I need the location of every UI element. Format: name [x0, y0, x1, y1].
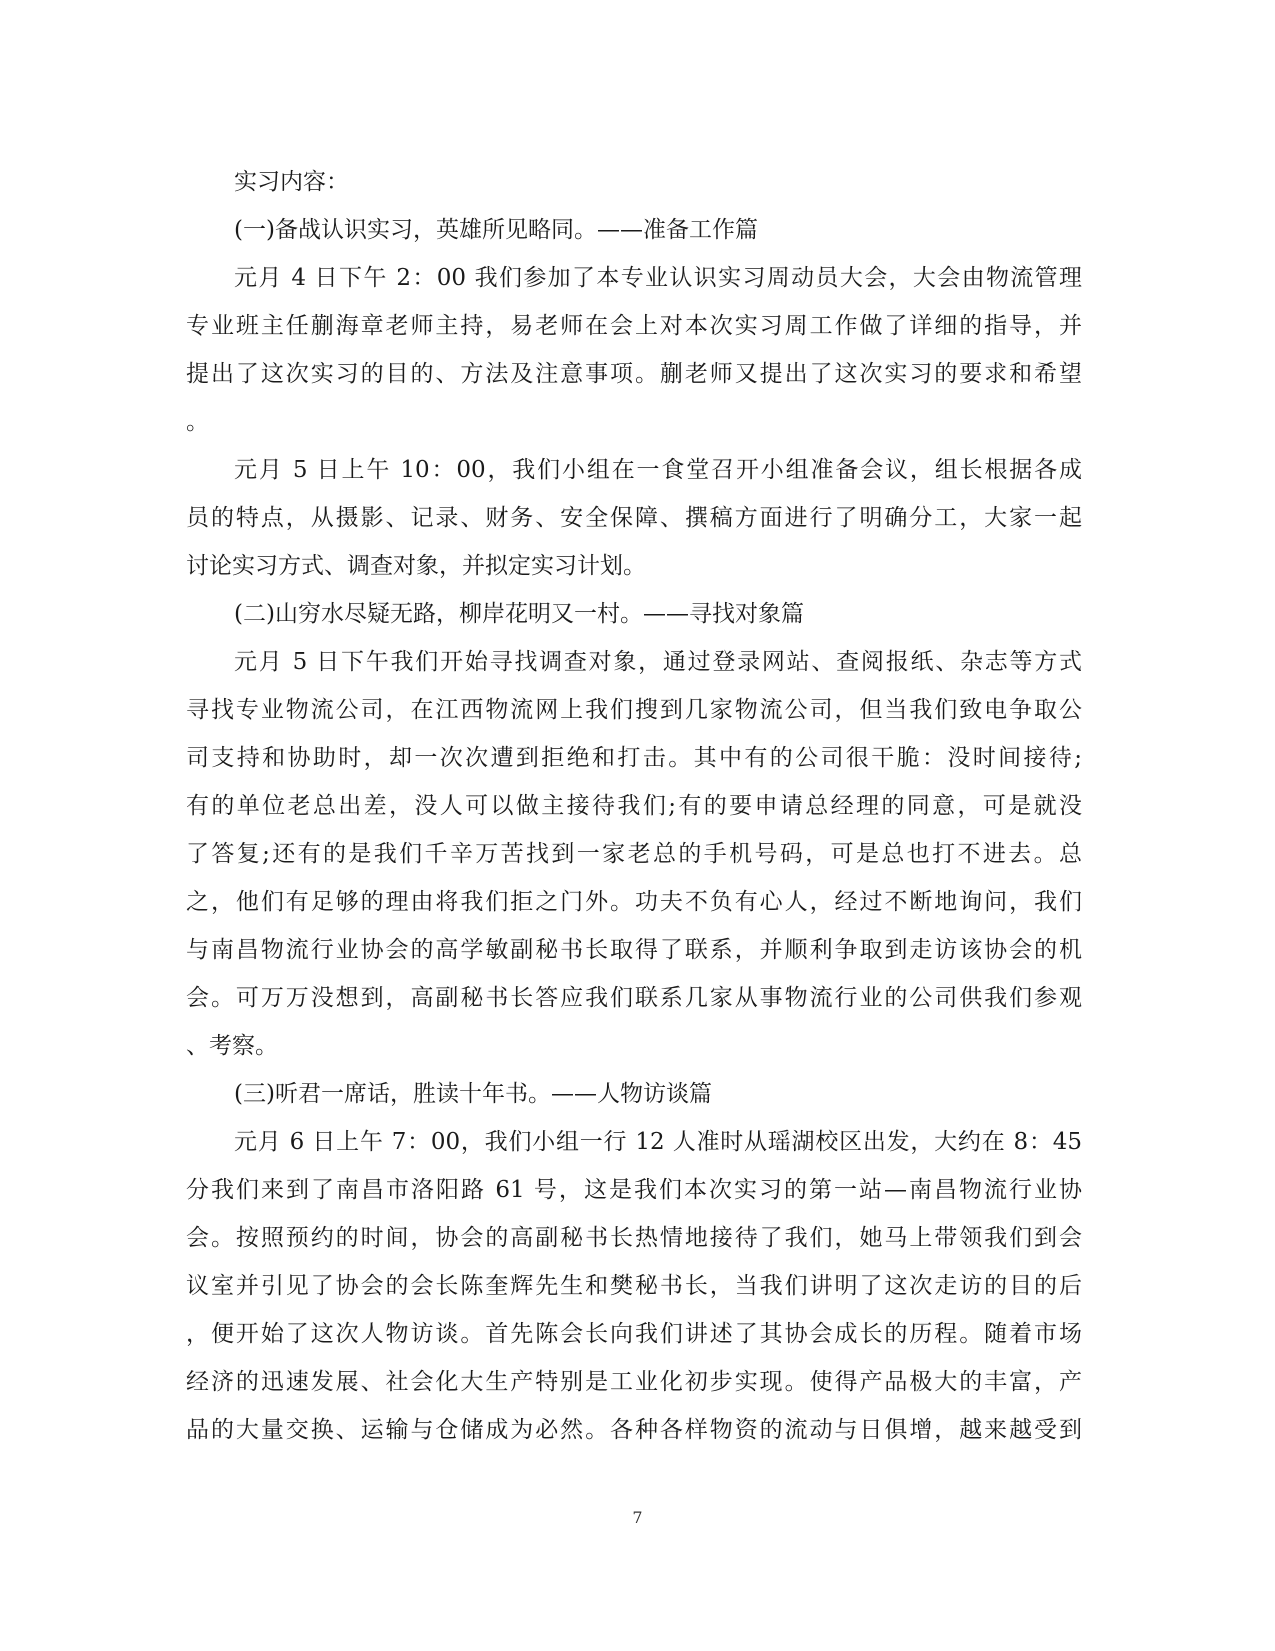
paragraph-line: 提出了这次实习的目的、方法及注意事项。蒯老师又提出了这次实习的要求和希望 [186, 361, 1082, 387]
paragraph-line: 元月 5 日下午我们开始寻找调查对象，通过登录网站、查阅报纸、杂志等方式 [234, 649, 1082, 675]
paragraph-line: 议室并引见了协会的会长陈奎辉先生和樊秘书长，当我们讲明了这次走访的目的后 [186, 1273, 1082, 1299]
paragraph-line: 品的大量交换、运输与仓储成为必然。各种各样物资的流动与日俱增，越来越受到 [186, 1417, 1082, 1443]
paragraph-line: 寻找专业物流公司，在江西物流网上我们搜到几家物流公司，但当我们致电争取公 [186, 697, 1082, 723]
paragraph-line: 之，他们有足够的理由将我们拒之门外。功夫不负有心人，经过不断地询问，我们 [186, 889, 1082, 915]
paragraph-line: 元月 5 日上午 10：00，我们小组在一食堂召开小组准备会议，组长根据各成 [234, 457, 1082, 483]
paragraph-line: 司支持和协助时，却一次次遭到拒绝和打击。其中有的公司很干脆：没时间接待; [186, 745, 1082, 771]
paragraph-line: 员的特点，从摄影、记录、财务、安全保障、撰稿方面进行了明确分工，大家一起 [186, 505, 1082, 531]
paragraph-line: 分我们来到了南昌市洛阳路 61 号，这是我们本次实习的第一站—南昌物流行业协 [186, 1177, 1082, 1203]
paragraph-line: 有的单位老总出差，没人可以做主接待我们;有的要申请总经理的同意，可是就没 [186, 793, 1082, 819]
paragraph-line: 经济的迅速发展、社会化大生产特别是工业化初步实现。使得产品极大的丰富，产 [186, 1369, 1082, 1395]
paragraph-line: 专业班主任蒯海章老师主持，易老师在会上对本次实习周工作做了详细的指导，并 [186, 313, 1082, 339]
paragraph-line: 会。可万万没想到，高副秘书长答应我们联系几家从事物流行业的公司供我们参观 [186, 985, 1082, 1011]
section-heading-3: (三)听君一席话，胜读十年书。——人物访谈篇 [234, 1081, 712, 1107]
document-body [186, 158, 1082, 1454]
section-heading-1: (一)备战认识实习，英雄所见略同。——准备工作篇 [234, 217, 758, 243]
paragraph-line: 元月 6 日上午 7：00，我们小组一行 12 人准时从瑶湖校区出发，大约在 8：45 [234, 1129, 1082, 1155]
paragraph-line: 会。按照预约的时间，协会的高副秘书长热情地接待了我们，她马上带领我们到会 [186, 1225, 1082, 1251]
section-heading-label: 实习内容： [234, 169, 349, 195]
paragraph-line: ，便开始了这次人物访谈。首先陈会长向我们讲述了其协会成长的历程。随着市场 [186, 1321, 1082, 1347]
section-heading-2: (二)山穷水尽疑无路，柳岸花明又一村。——寻找对象篇 [234, 601, 804, 627]
paragraph-line: 、考察。 [186, 1033, 278, 1059]
paragraph-line: 了答复;还有的是我们千辛万苦找到一家老总的手机号码，可是总也打不进去。总 [186, 841, 1082, 867]
paragraph-line: 讨论实习方式、调查对象，并拟定实习计划。 [186, 553, 646, 579]
page-number: 7 [632, 1508, 643, 1527]
paragraph-line: 与南昌物流行业协会的高学敏副秘书长取得了联系，并顺利争取到走访该协会的机 [186, 937, 1082, 963]
paragraph-line: 元月 4 日下午 2：00 我们参加了本专业认识实习周动员大会，大会由物流管理 [234, 265, 1082, 291]
paragraph-line: 。 [186, 409, 209, 435]
